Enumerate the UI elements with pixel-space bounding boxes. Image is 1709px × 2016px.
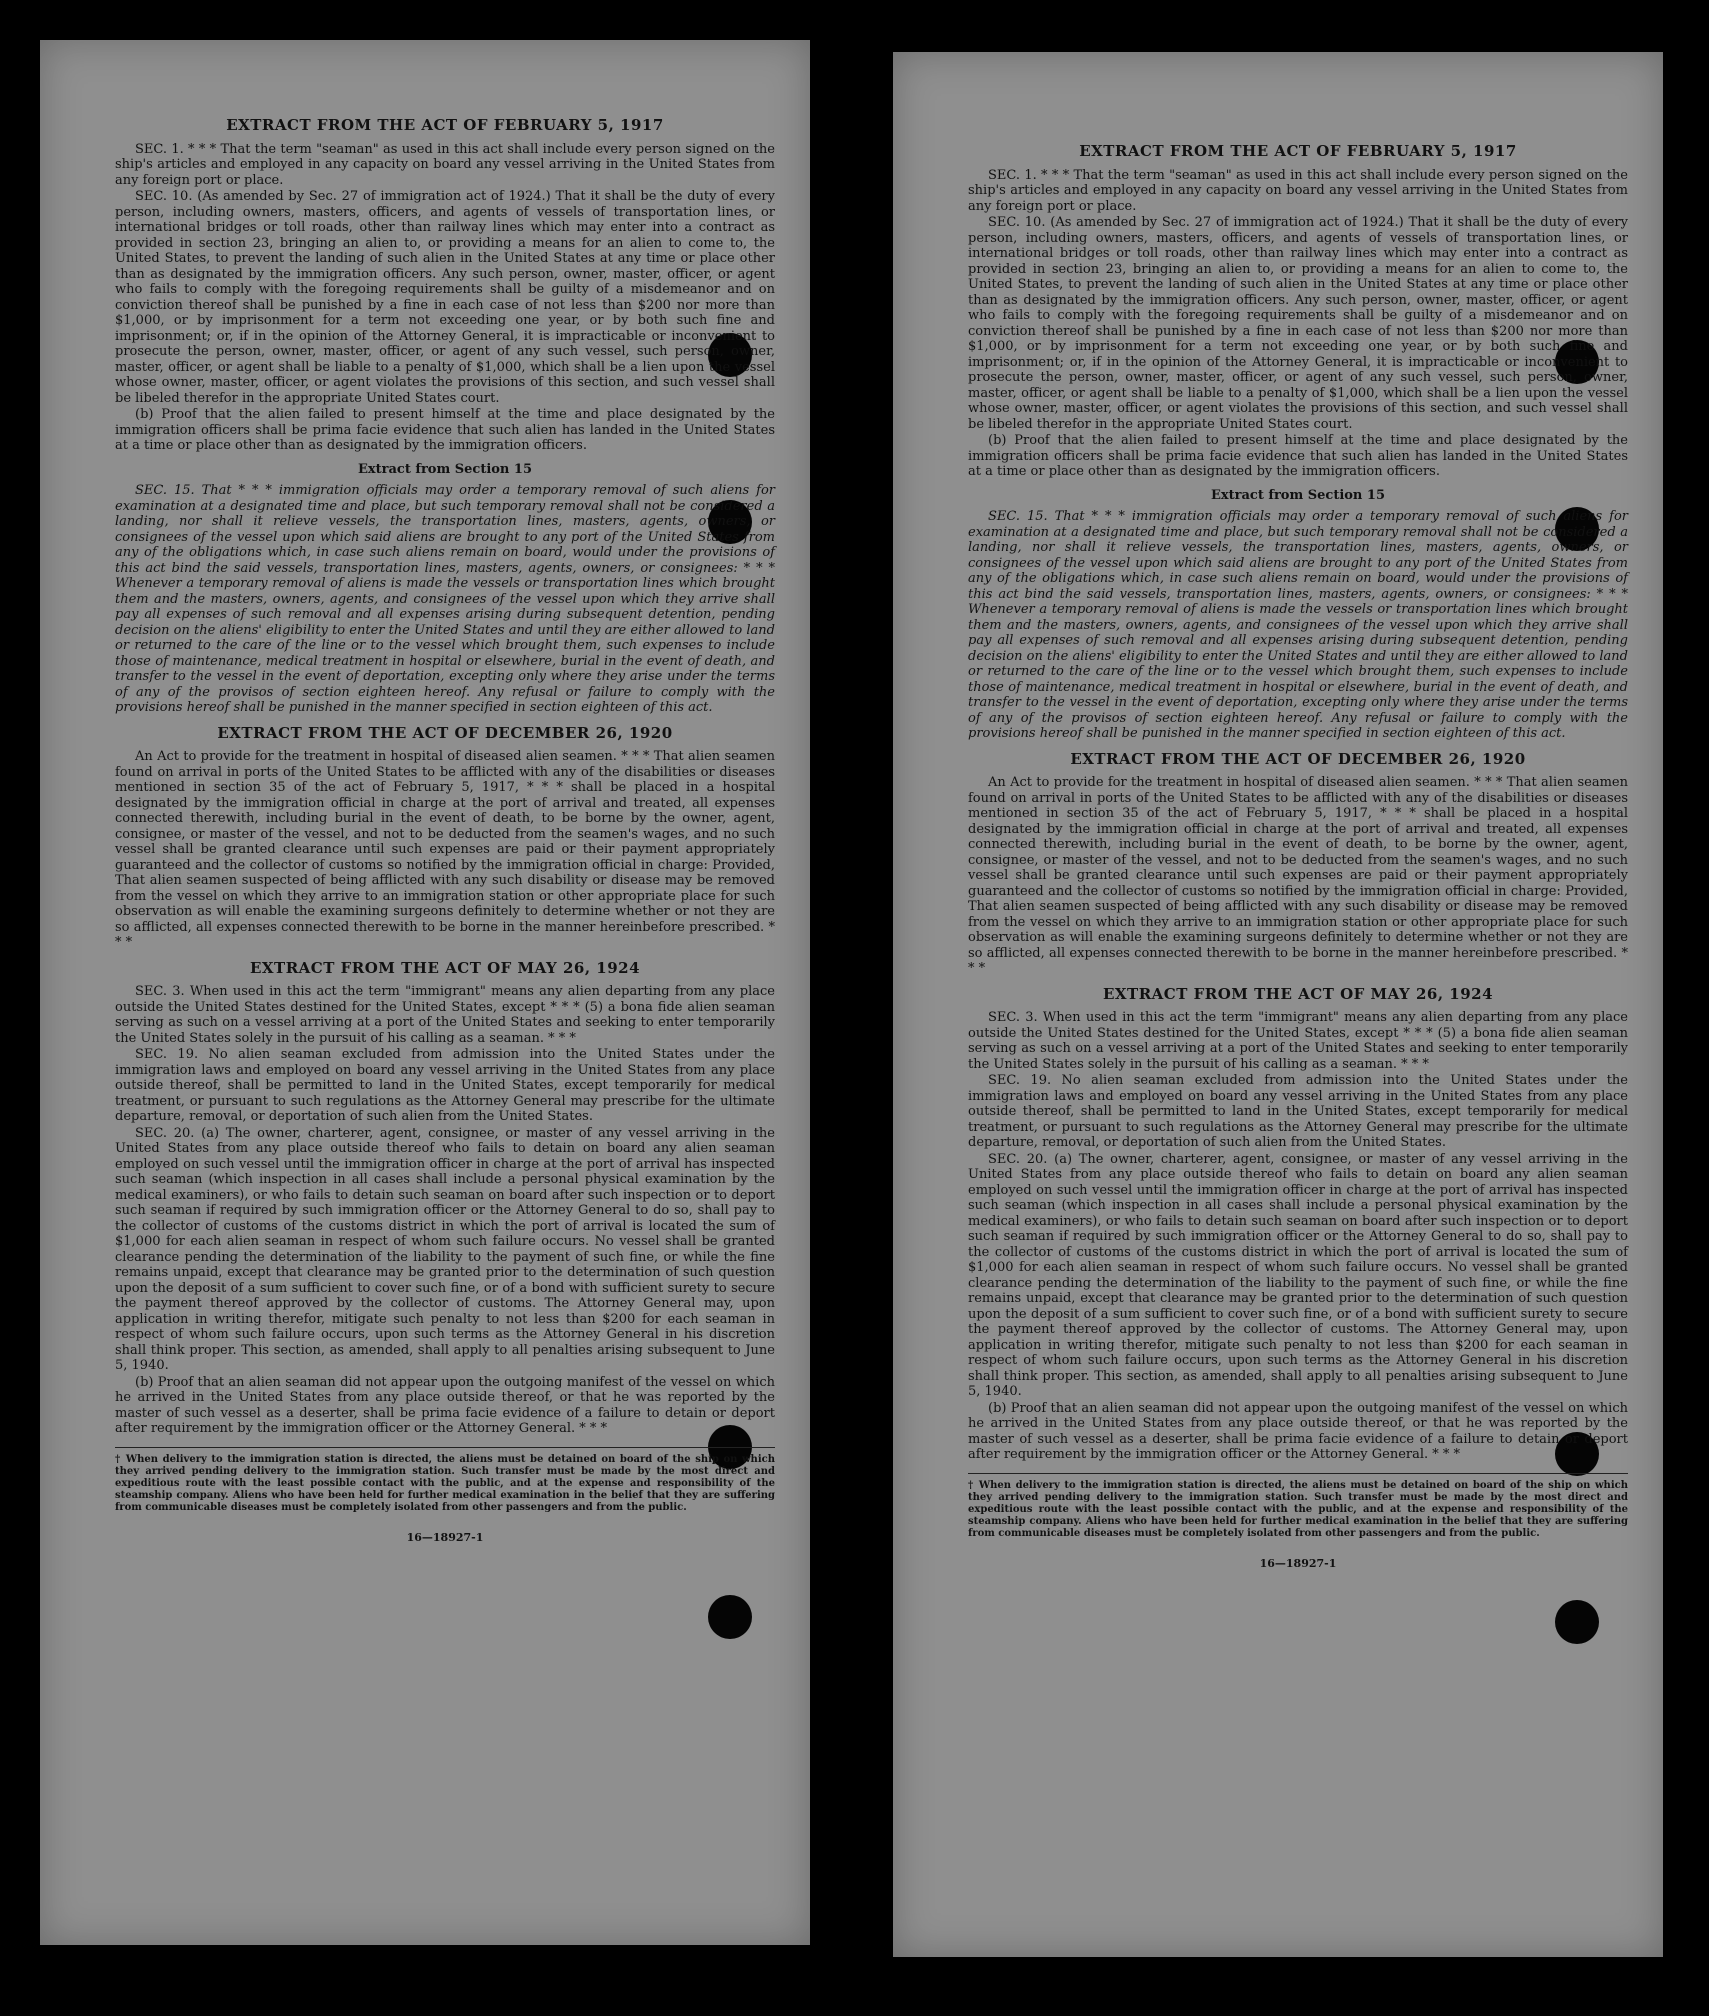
section-10-b: (b) Proof that the alien failed to present himself at the time and place designated by the immigration officers shall be prima facie evidence that such alien has landed in the United States at a time or place other than as designated by the immigration officers. — [115, 407, 775, 453]
page-text — [968, 134, 1628, 1571]
heading-act-1917: EXTRACT FROM THE ACT OF FEBRUARY 5, 1917 — [226, 116, 664, 134]
heading-act-1924: EXTRACT FROM THE ACT OF MAY 26, 1924 — [249, 958, 641, 977]
section-20-b: (b) Proof that an alien seaman did not appear upon the outgoing manifest of the vessel on which he arrived in the United States from any place outside thereof, or that he was reported by the master of such vessel as a deserter, shall be prima facie evidence of a failure to detain or deport after requirement by the immigration officer or the Attorney General. * * * — [968, 1400, 1628, 1462]
section-15: SEC. 15. That * * * immigration officials may order a temporary removal of such aliens for examination at a designated time and place, but such temporary removal shall not be considered a landing, nor shall it relieve vessels, the transportation lines, masters, agents, owners, or consignees of the vessel upon which said aliens are brought to any port of the United States from any of the obligations which, in case such aliens remain on board, would under the provisions of this act bind the said vessels, transportation lines, masters, agents, owners, or consignees: * * * Whenever a temporary removal of aliens is made the vessels or transportation lines which brought them and the masters, owners, agents, and consignees of the vessel upon which they arrive shall pay all expenses of such removal and all expenses arising during subsequent detention, pending decision on the aliens' eligibility to enter the United States and until they are either allowed to land or returned to the care of the line or to the vessel which brought them, such expenses to include those of maintenance, medical treatment in hospital or elsewhere, burial in the event of death, and transfer to the vessel in the event of deportation, excepting only where they arise under the terms of any of the provisos of section eighteen hereof. Any refusal or failure to comply with the provisions hereof shall be punished in the manner specified in section eighteen of this act. — [115, 483, 775, 715]
heading-act-1924: EXTRACT FROM THE ACT OF MAY 26, 1924 — [1102, 984, 1494, 1003]
page-text — [115, 108, 775, 1545]
footnote: † When delivery to the immigration station is directed, the aliens must be detained on board of the ship on which they arrived pending delivery to the immigration station. Such transfer must be made by the most direct and expeditious route with the least possible contact with the public, and at the expense and responsibility of the steamship company. Aliens who have been held for further medical examination in the belief that they are suffering from communicable diseases must be completely isolated from other passengers and from the public. — [968, 1473, 1628, 1540]
heading-act-1917: EXTRACT FROM THE ACT OF FEBRUARY 5, 1917 — [1079, 142, 1517, 160]
section-19: SEC. 19. No alien seaman excluded from admission into the United States under the immigration laws and employed on board any vessel arriving in the United States from any place outside thereof, shall be permitted to land in the United States, except temporarily for medical treatment, or pursuant to such regulations as the Attorney General may prescribe for the ultimate departure, removal, or deportation of such alien from the United States. — [115, 1047, 775, 1124]
punch-hole — [1555, 1600, 1599, 1644]
section-3: SEC. 3. When used in this act the term "immigrant" means any alien departing from any place outside the United States destined for the United States, except * * * (5) a bona fide alien seaman serving as such on a vessel arriving at a port of the United States and seeking to enter temporarily the United States solely in the pursuit of his calling as a seaman. * * * — [968, 1010, 1628, 1072]
form-number: 16—18927-1 — [1259, 1556, 1337, 1570]
form-number: 16—18927-1 — [406, 1530, 484, 1544]
footnote: † When delivery to the immigration station is directed, the aliens must be detained on board of the ship on which they arrived pending delivery to the immigration station. Such transfer must be made by the most direct and expeditious route with the least possible contact with the public, and at the expense and responsibility of the steamship company. Aliens who have been held for further medical examination in the belief that they are suffering from communicable diseases must be completely isolated from other passengers and from the public. — [115, 1447, 775, 1514]
punch-hole — [708, 1595, 752, 1639]
heading-act-1920: EXTRACT FROM THE ACT OF DECEMBER 26, 1920 — [1070, 749, 1526, 768]
section-20: SEC. 20. (a) The owner, charterer, agent, consignee, or master of any vessel arriving in the United States from any place outside thereof who fails to detain on board any alien seaman employed on such vessel until the immigration officer in charge at the port of arrival has inspected such seaman (which inspection in all cases shall include a personal physical examination by the medical examiners), or who fails to detain such seaman on board after such inspection or to deport such seaman if required by such immigration officer or the Attorney General to do so, shall pay to the collector of customs of the customs district in which the port of arrival is located the sum of $1,000 for each alien seaman in respect of whom such failure occurs. No vessel shall be granted clearance pending the determination of the liability to the payment of such fine, or while the fine remains unpaid, except that clearance may be granted prior to the determination of such question upon the deposit of a sum sufficient to cover such fine, or of a bond with sufficient surety to secure the payment thereof approved by the collector of customs. The Attorney General may, upon application in writing therefor, mitigate such penalty to not less than $200 for each seaman in respect of whom such failure occurs, upon such terms as the Attorney General in his discretion shall think proper. This section, as amended, shall apply to all penalties arising subsequent to June 5, 1940. — [115, 1125, 775, 1373]
section-20-b: (b) Proof that an alien seaman did not appear upon the outgoing manifest of the vessel on which he arrived in the United States from any place outside thereof, or that he was reported by the master of such vessel as a deserter, shall be prima facie evidence of a failure to detain or deport after requirement by the immigration officer or the Attorney General. * * * — [115, 1374, 775, 1436]
section-20: SEC. 20. (a) The owner, charterer, agent, consignee, or master of any vessel arriving in the United States from any place outside thereof who fails to detain on board any alien seaman employed on such vessel until the immigration officer in charge at the port of arrival has inspected such seaman (which inspection in all cases shall include a personal physical examination by the medical examiners), or who fails to detain such seaman on board after such inspection or to deport such seaman if required by such immigration officer or the Attorney General to do so, shall pay to the collector of customs of the customs district in which the port of arrival is located the sum of $1,000 for each alien seaman in respect of whom such failure occurs. No vessel shall be granted clearance pending the determination of the liability to the payment of such fine, or while the fine remains unpaid, except that clearance may be granted prior to the determination of such question upon the deposit of a sum sufficient to cover such fine, or of a bond with sufficient surety to secure the payment thereof approved by the collector of customs. The Attorney General may, upon application in writing therefor, mitigate such penalty to not less than $200 for each seaman in respect of whom such failure occurs, upon such terms as the Attorney General in his discretion shall think proper. This section, as amended, shall apply to all penalties arising subsequent to June 5, 1940. — [968, 1151, 1628, 1399]
heading-section-15: Extract from Section 15 — [357, 461, 533, 477]
section-10: SEC. 10. (As amended by Sec. 27 of immigration act of 1924.) That it shall be the duty of every person, including owners, masters, officers, and agents of vessels of transportation lines, or international bridges or toll roads, other than railway lines which may enter into a contract as provided in section 23, bringing an alien to, or providing a means for an alien to come to, the United States, to prevent the landing of such alien in the United States at any time or place other than as designated by the immigration officers. Any such person, owner, master, officer, or agent who fails to comply with the foregoing requirements shall be guilty of a misdemeanor and on conviction thereof shall be punished by a fine in each case of not less than $200 nor more than $1,000, or by imprisonment for a term not exceeding one year, or by both such fine and imprisonment; or, if in the opinion of the Attorney General, it is impracticable or inconvenient to prosecute the person, owner, master, officer, or agent of any such vessel, such person, owner, master, officer, or agent shall be liable to a penalty of $1,000, which shall be a lien upon the vessel whose owner, master, officer, or agent violates the provisions of this section, and such vessel shall be libeled therefor in the appropriate United States court. — [115, 189, 775, 406]
act-1920-text: An Act to provide for the treatment in hospital of diseased alien seamen. * * * That alien seamen found on arrival in ports of the United States to be afflicted with any of the disabilities or diseases mentioned in section 35 of the act of February 5, 1917, * * * shall be placed in a hospital designated by the immigration official in charge at the port of arrival and treated, all expenses connected therewith, including burial in the event of death, to be borne by the owner, agent, consignee, or master of the vessel, and not to be deducted from the seamen's wages, and no such vessel shall be granted clearance until such expenses are paid or their payment appropriately guaranteed and the collector of customs so notified by the immigration official in charge: Provided, That alien seamen suspected of being afflicted with any such disability or disease may be removed from the vessel on which they arrive to an immigration station or other appropriate place for such observation as will enable the examining surgeons definitely to determine whether or not they are so afflicted, all expenses connected therewith to be borne in the manner hereinbefore prescribed. * * * — [115, 749, 775, 950]
section-3: SEC. 3. When used in this act the term "immigrant" means any alien departing from any place outside the United States destined for the United States, except * * * (5) a bona fide alien seaman serving as such on a vessel arriving at a port of the United States and seeking to enter temporarily the United States solely in the pursuit of his calling as a seaman. * * * — [115, 984, 775, 1046]
document-page-right — [893, 52, 1663, 1957]
heading-section-15: Extract from Section 15 — [1210, 487, 1386, 503]
section-19: SEC. 19. No alien seaman excluded from admission into the United States under the immigration laws and employed on board any vessel arriving in the United States from any place outside thereof, shall be permitted to land in the United States, except temporarily for medical treatment, or pursuant to such regulations as the Attorney General may prescribe for the ultimate departure, removal, or deportation of such alien from the United States. — [968, 1073, 1628, 1150]
section-1: SEC. 1. * * * That the term "seaman" as used in this act shall include every person signed on the ship's articles and employed in any capacity on board any vessel arriving in the United States from any foreign port or place. — [968, 167, 1628, 214]
section-15: SEC. 15. That * * * immigration officials may order a temporary removal of such aliens for examination at a designated time and place, but such temporary removal shall not be considered a landing, nor shall it relieve vessels, the transportation lines, masters, agents, owners, or consignees of the vessel upon which said aliens are brought to any port of the United States from any of the obligations which, in case such aliens remain on board, would under the provisions of this act bind the said vessels, transportation lines, masters, agents, owners, or consignees: * * * Whenever a temporary removal of aliens is made the vessels or transportation lines which brought them and the masters, owners, agents, and consignees of the vessel upon which they arrive shall pay all expenses of such removal and all expenses arising during subsequent detention, pending decision on the aliens' eligibility to enter the United States and until they are either allowed to land or returned to the care of the line or to the vessel which brought them, such expenses to include those of maintenance, medical treatment in hospital or elsewhere, burial in the event of death, and transfer to the vessel in the event of deportation, excepting only where they arise under the terms of any of the provisos of section eighteen hereof. Any refusal or failure to comply with the provisions hereof shall be punished in the manner specified in section eighteen of this act. — [968, 509, 1628, 741]
section-10: SEC. 10. (As amended by Sec. 27 of immigration act of 1924.) That it shall be the duty of every person, including owners, masters, officers, and agents of vessels of transportation lines, or international bridges or toll roads, other than railway lines which may enter into a contract as provided in section 23, bringing an alien to, or providing a means for an alien to come to, the United States, to prevent the landing of such alien in the United States at any time or place other than as designated by the immigration officers. Any such person, owner, master, officer, or agent who fails to comply with the foregoing requirements shall be guilty of a misdemeanor and on conviction thereof shall be punished by a fine in each case of not less than $200 nor more than $1,000, or by imprisonment for a term not exceeding one year, or by both such fine and imprisonment; or, if in the opinion of the Attorney General, it is impracticable or inconvenient to prosecute the person, owner, master, officer, or agent of any such vessel, such person, owner, master, officer, or agent shall be liable to a penalty of $1,000, which shall be a lien upon the vessel whose owner, master, officer, or agent violates the provisions of this section, and such vessel shall be libeled therefor in the appropriate United States court. — [968, 215, 1628, 432]
act-1920-text: An Act to provide for the treatment in hospital of diseased alien seamen. * * * That alien seamen found on arrival in ports of the United States to be afflicted with any of the disabilities or diseases mentioned in section 35 of the act of February 5, 1917, * * * shall be placed in a hospital designated by the immigration official in charge at the port of arrival and treated, all expenses connected therewith, including burial in the event of death, to be borne by the owner, agent, consignee, or master of the vessel, and not to be deducted from the seamen's wages, and no such vessel shall be granted clearance until such expenses are paid or their payment appropriately guaranteed and the collector of customs so notified by the immigration official in charge: Provided, That alien seamen suspected of being afflicted with any such disability or disease may be removed from the vessel on which they arrive to an immigration station or other appropriate place for such observation as will enable the examining surgeons definitely to determine whether or not they are so afflicted, all expenses connected therewith to be borne in the manner hereinbefore prescribed. * * * — [968, 775, 1628, 976]
section-10-b: (b) Proof that the alien failed to present himself at the time and place designated by the immigration officers shall be prima facie evidence that such alien has landed in the United States at a time or place other than as designated by the immigration officers. — [968, 433, 1628, 479]
section-1: SEC. 1. * * * That the term "seaman" as used in this act shall include every person signed on the ship's articles and employed in any capacity on board any vessel arriving in the United States from any foreign port or place. — [115, 141, 775, 188]
heading-act-1920: EXTRACT FROM THE ACT OF DECEMBER 26, 1920 — [217, 723, 673, 742]
document-page-left — [40, 40, 810, 1945]
